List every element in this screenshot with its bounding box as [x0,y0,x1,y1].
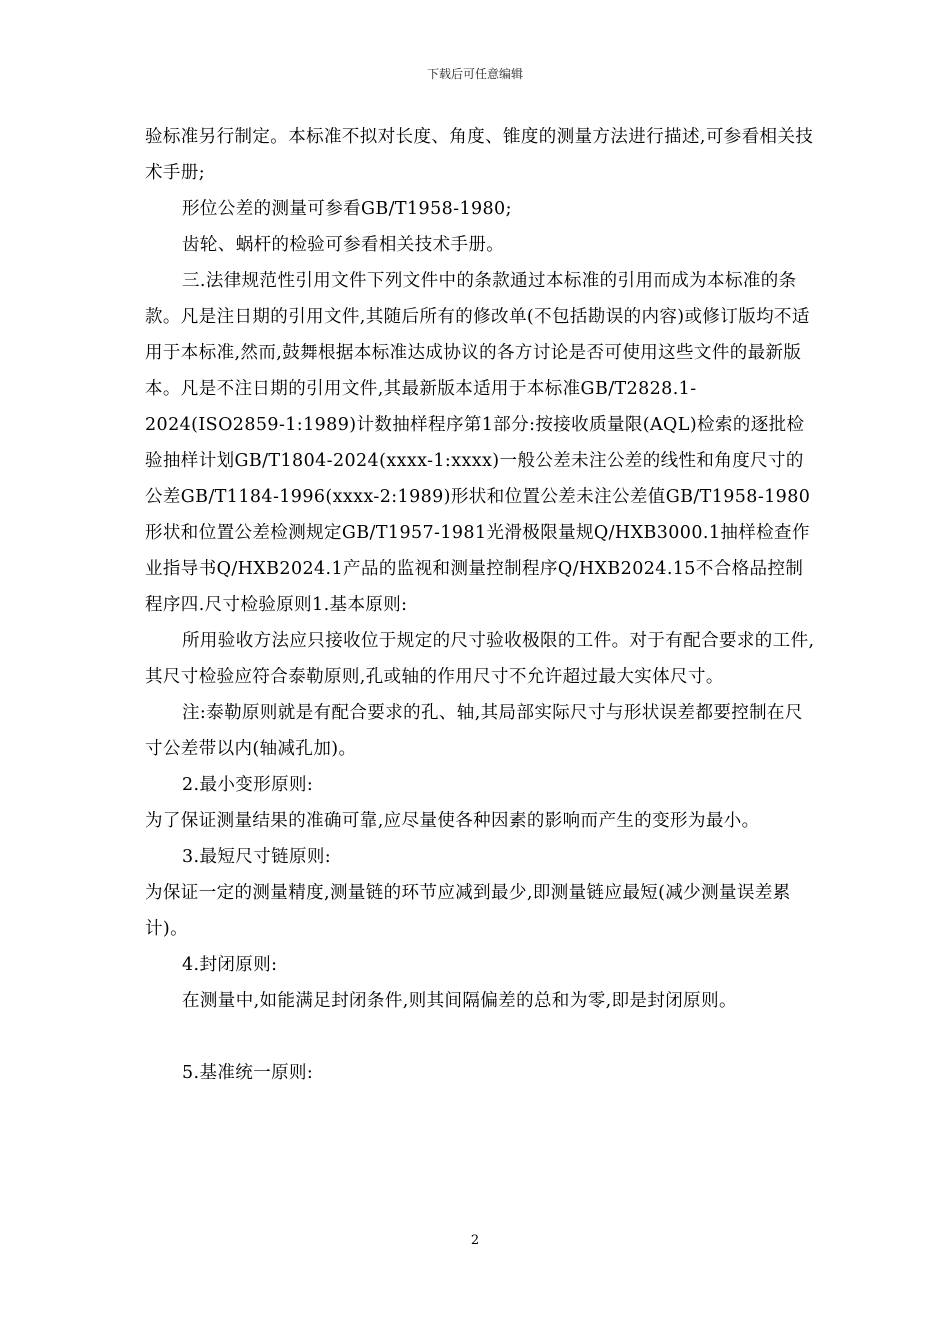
paragraph-1: 验标准另行制定。本标准不拟对长度、角度、锥度的测量方法进行描述,可参看相关技术手册; [145,127,814,183]
paragraph-5: 所用验收方法应只接收位于规定的尺寸验收极限的工件。对于有配合要求的工件,其尺寸检验应符合泰勒原则,孔或轴的作用尺寸不允许超过最大实体尺寸。 [145,631,815,687]
paragraph-6: 注:泰勒原则就是有配合要求的孔、轴,其局部实际尺寸与形状误差都要控制在尺寸公差带以内(轴减孔加)。 [145,703,803,759]
document-body [145,119,817,1091]
page-number: 2 [470,1233,480,1248]
paragraph-7: 2.最小变形原则: [182,775,314,795]
blank-line [145,1019,817,1055]
paragraph-13: 5.基准统一原则: [182,1063,314,1083]
page-header: 下载后可任意编辑 [426,67,523,81]
paragraph-9: 3.最短尺寸链原则: [182,847,332,867]
paragraph-3: 齿轮、蜗杆的检验可参看相关技术手册。 [182,235,505,255]
paragraph-8: 为了保证测量结果的准确可靠,应尽量使各种因素的影响而产生的变形为最小。 [145,811,760,831]
paragraph-11: 4.封闭原则: [182,955,278,975]
paragraph-4: 三.法律规范性引用文件下列文件中的条款通过本标准的引用而成为本标准的条款。凡是注日期的引用文件,其随后所有的修改单(不包括勘误的内容)或修订版均不适用于本标准,然而,鼓舞根据本标准达成协议的各方讨论是否可使用这些文件的最新版本。凡是不注日期的引用文件,其最新版本适用于本标准GB/T2828.1-2024(ISO2859-1:1989)计数抽样程序第1部分:按接收质量限(AQL)检索的逐批检验抽样计划GB/T1804-2024(xxxx-1:xxxx)一般公差未注公差的线性和角度尺寸的公差GB/T1184-1996(xxxx-2:1989)形状和位置公差未注公差值GB/T1958-1980形状和位置公差检测规定GB/T1957-1981光滑极限量规Q/HXB3000.1抽样检查作业指导书Q/HXB2024.1产品的监视和测量控制程序Q/HXB2024.15不合格品控制程序四.尺寸检验原则1.基本原则: [145,271,811,615]
paragraph-2: 形位公差的测量可参看GB/T1958-1980; [182,199,512,219]
paragraph-10: 为保证一定的测量精度,测量链的环节应减到最少,即测量链应最短(减少测量误差累计)。 [145,883,791,939]
paragraph-12: 在测量中,如能满足封闭条件,则其间隔偏差的总和为零,即是封闭原则。 [182,991,737,1011]
